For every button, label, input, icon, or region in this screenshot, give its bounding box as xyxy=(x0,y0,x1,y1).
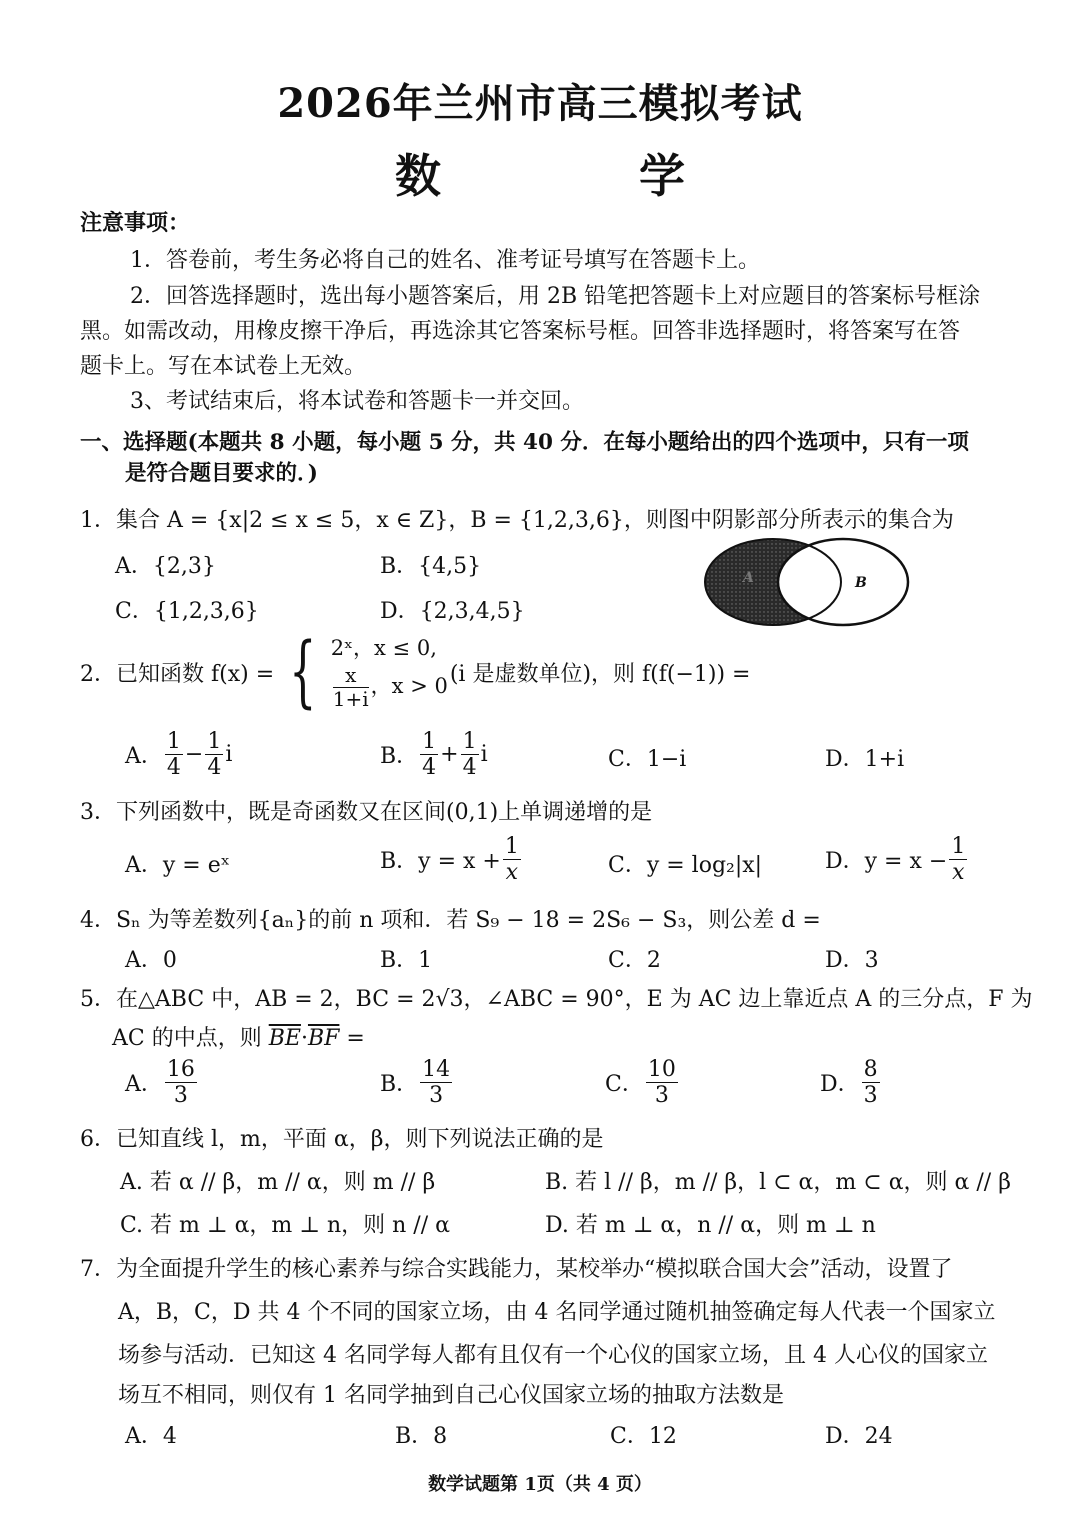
q5-stem-line-1: 5．在△ABC 中，AB = 2，BC = 2√3，∠ABC = 90°，E 为 AC 边上靠近点 A 的三分点，F 为 xyxy=(80,987,1033,1012)
q5-d-den: 3 xyxy=(863,1083,878,1109)
q3-d-num: 1 xyxy=(951,834,966,859)
q3-option-c: C．y = log₂|x| xyxy=(608,853,763,878)
q5-dot: · xyxy=(300,1026,308,1051)
q4-option-d: D．3 xyxy=(825,948,879,973)
q5-vector-bf: $\overline{BF}$ xyxy=(307,1026,340,1051)
notice-item-1: 1．答卷前，考生务必将自己的姓名、准考证号填写在答题卡上。 xyxy=(130,248,760,273)
q2-case-2-cond: ，x > 0 xyxy=(370,674,448,699)
q7-option-c: C．12 xyxy=(610,1424,677,1449)
q2-case-2 xyxy=(331,664,448,711)
notice-heading: 注意事项： xyxy=(80,210,191,236)
q5-d-num: 8 xyxy=(863,1057,878,1082)
q5-a-den: 3 xyxy=(173,1083,188,1109)
q2-a-i: i xyxy=(225,742,233,768)
q5-c-den: 3 xyxy=(654,1083,669,1109)
q7-stem-line-2: A，B，C，D 共 4 个不同的国家立场，由 4 名同学通过随机抽签确定每人代表一个国家立 xyxy=(118,1300,996,1325)
q3-stem: 3．下列函数中，既是奇函数又在区间(0,1)上单调递增的是 xyxy=(80,800,653,825)
q2-brace: { xyxy=(289,627,317,717)
notice-item-3: 3、考试结束后，将本试卷和答题卡一并交回。 xyxy=(130,389,584,414)
q3-d-den: x xyxy=(952,860,965,886)
q1-option-c: C．{1,2,3,6} xyxy=(115,599,259,624)
q5-option-c-label: C． xyxy=(605,1072,644,1098)
q5-option-b-label: B． xyxy=(380,1072,419,1098)
page-footer: 数学试题第 1页（共 4 页） xyxy=(428,1474,652,1495)
q5-option-d xyxy=(820,1057,882,1109)
q3-option-d-prefix: D．y = x − xyxy=(825,849,948,875)
q1-option-b: B．{4,5} xyxy=(380,554,482,579)
q2-stem xyxy=(80,624,751,720)
section-1-heading-line-1: 一、选择题(本题共 8 小题，每小题 5 分，共 40 分．在每小题给出的四个选项中，只有一项 xyxy=(80,430,969,455)
q3-option-a: A．y = eˣ xyxy=(125,853,231,878)
q3-b-num: 1 xyxy=(504,834,519,859)
q4-option-a: A．0 xyxy=(125,948,177,973)
q2-a-den-2: 4 xyxy=(207,755,222,781)
q6-option-c: C. 若 m ⊥ α，m ⊥ n，则 n // α xyxy=(120,1213,450,1238)
q1-stem: 1．集合 A = {x|2 ≤ x ≤ 5，x ∈ Z}，B = {1,2,3,6}，则图中阴影部分所表示的集合为 xyxy=(80,508,954,533)
q2-a-num-1: 1 xyxy=(166,729,181,754)
q7-stem-line-3: 场参与活动．已知这 4 名同学每人都有且仅有一个心仪的国家立场，且 4 人心仪的国家立 xyxy=(118,1343,988,1368)
q7-stem-line-4: 场互不相同，则仅有 1 名同学抽到自己心仪国家立场的抽取方法数是 xyxy=(118,1383,784,1408)
venn-label-a: A xyxy=(743,570,754,586)
q3-option-b-prefix: B．y = x + xyxy=(380,849,501,875)
q2-cases xyxy=(331,633,448,712)
q5-c-num: 10 xyxy=(647,1057,676,1082)
q5-stem-line-2 xyxy=(112,1021,365,1052)
q2-case-2-den: 1+i xyxy=(332,687,369,712)
q5-b-den: 3 xyxy=(429,1083,444,1109)
q5-option-a xyxy=(125,1057,199,1109)
q1-option-d: D．{2,3,4,5} xyxy=(380,599,525,624)
q2-b-den-2: 4 xyxy=(462,755,477,781)
q4-option-b: B．1 xyxy=(380,948,433,973)
q6-option-b: B. 若 l // β，m // β，l ⊂ α，m ⊂ α，则 α // β xyxy=(545,1170,1011,1195)
q5-option-d-label: D． xyxy=(820,1072,860,1098)
q2-b-num-1: 1 xyxy=(422,729,437,754)
q2-b-den-1: 4 xyxy=(422,755,437,781)
q2-a-op: − xyxy=(184,742,204,768)
q2-case-1: 2ˣ，x ≤ 0, xyxy=(330,635,437,660)
notice-item-2-line-3: 题卡上。写在本试卷上无效。 xyxy=(80,354,367,379)
q3-b-den: x xyxy=(505,860,519,886)
q6-option-d: D. 若 m ⊥ α，n // α，则 m ⊥ n xyxy=(545,1213,876,1238)
q2-b-i: i xyxy=(480,742,488,768)
q7-option-d: D．24 xyxy=(825,1424,893,1449)
q7-option-a: A．4 xyxy=(125,1424,177,1449)
q2-a-num-2: 1 xyxy=(207,729,222,754)
q2-a-den-1: 4 xyxy=(166,755,181,781)
q2-case-2-num: x xyxy=(333,664,369,688)
q2-option-a-label: A． xyxy=(125,744,163,770)
q2-option-c: C．1−i xyxy=(608,747,687,772)
q5-option-a-label: A． xyxy=(125,1072,163,1098)
q3-option-d xyxy=(825,834,969,886)
q5-line-2-prefix: AC 的中点，则 xyxy=(112,1026,262,1051)
q6-option-a: A. 若 α // β，m // α，则 m // β xyxy=(120,1170,436,1195)
notice-item-2-line-2: 黑。如需改动，用橡皮擦干净后，再选涂其它答案标号框。回答非选择题时，将答案写在答 xyxy=(80,319,961,344)
q7-option-b: B．8 xyxy=(395,1424,448,1449)
q2-option-b-label: B． xyxy=(380,744,419,770)
q2-b-num-2: 1 xyxy=(462,729,477,754)
q2-option-b xyxy=(380,729,488,781)
q5-a-num: 16 xyxy=(166,1057,195,1082)
subject-title: 数 学 xyxy=(394,149,741,203)
q2-option-d: D．1+i xyxy=(825,747,905,772)
q4-stem: 4．Sₙ 为等差数列{aₙ}的前 n 项和．若 S₉ − 18 = 2S₆ − S₃，则公差 d = xyxy=(80,908,821,933)
notice-item-2-line-1: 2．回答选择题时，选出每小题答案后，用 2B 铅笔把答题卡上对应题目的答案标号框涂 xyxy=(130,284,981,309)
venn-diagram xyxy=(695,535,920,635)
q2-prefix: 2．已知函数 f(x) = xyxy=(80,661,275,687)
q5-option-c xyxy=(605,1057,680,1109)
q2-suffix: (i 是虚数单位)，则 f(f(−1)) = xyxy=(449,661,751,687)
q5-vector-be: $\overline{BE}$ xyxy=(268,1026,301,1051)
exam-title: 2026年兰州市高三模拟考试 xyxy=(277,80,803,127)
q2-option-a xyxy=(125,729,232,781)
q4-option-c: C．2 xyxy=(608,948,661,973)
q5-option-b xyxy=(380,1057,454,1109)
venn-label-b: B xyxy=(855,575,867,591)
q5-b-num: 14 xyxy=(422,1057,451,1082)
q2-b-op: + xyxy=(440,742,459,768)
q5-line-2-suffix: = xyxy=(346,1026,365,1051)
section-1-heading-line-2: 是符合题目要求的．) xyxy=(125,461,318,486)
q7-stem-line-1: 7．为全面提升学生的核心素养与综合实践能力，某校举办“模拟联合国大会”活动，设置了 xyxy=(80,1257,953,1282)
q3-option-b xyxy=(380,834,523,886)
q1-option-a: A．{2,3} xyxy=(115,554,216,579)
q6-stem: 6．已知直线 l，m，平面 α，β，则下列说法正确的是 xyxy=(80,1127,604,1152)
